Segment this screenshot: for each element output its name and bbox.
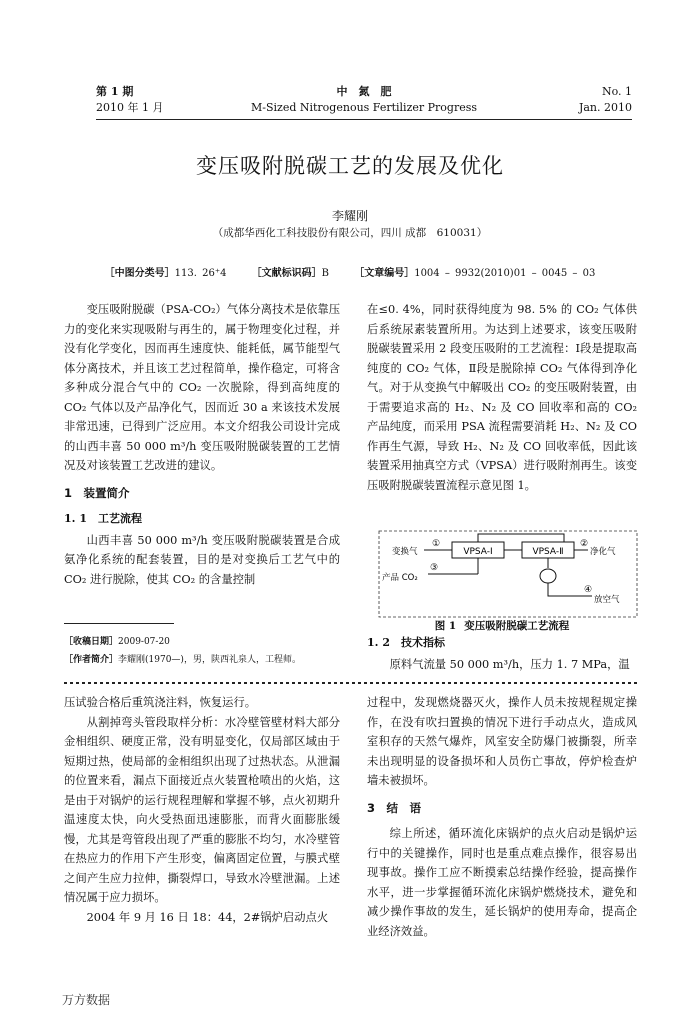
intro-paragraph: 变压吸附脱碳（PSA-CO₂）气体分离技术是依靠压力的变化来实现吸附与再生的，属于物理变化过程，并没有化学变化，因而再生速度快、能耗低，属节能型气体分离技术，并且该工艺过程简单，操作稳定，可将含多种成分混合气中的 CO₂ 一次脱除，得到高纯度的 CO₂ 气体以及产品净化气，因而近 30 a 来该技术发展非常迅速，已得到广泛应用。本文介绍我公司设计完成的山西丰喜 50 000 m³/h 变压吸附脱碳装置的工艺情况及对该装置工艺改进的建议。 (64, 303, 340, 472)
vpsa-1-label: VPSA-Ⅰ (463, 547, 493, 557)
lower-right-column (367, 693, 637, 941)
left-column (64, 300, 340, 589)
doc-code: ［文献标识码］B (251, 268, 330, 279)
vent-gas-label: 放空气 (594, 595, 620, 605)
footnote-rule (64, 623, 174, 624)
section-1-2 (367, 631, 637, 674)
stream-1-number: ① (432, 539, 441, 549)
vpsa-2-label: VPSA-Ⅱ (532, 547, 564, 557)
lower-left-para-1: 压试验合格后重筑浇注料，恢复运行。 (64, 696, 257, 709)
issue-number: 第 1 期 (96, 85, 134, 98)
received-date: ［收稿日期］2009-07-20 (64, 637, 170, 647)
journal-name-cn: 中 氮 肥 (336, 85, 392, 98)
cut-line-divider (64, 682, 637, 684)
issue-number-en: No. 1 (601, 85, 632, 98)
lower-right-para-1: 过程中，发现燃烧器灭火，操作人员未按规程规定操作，在没有吹扫置换的情况下进行手动点火，造成风室积存的天然气爆炸，风室安全防爆门被撕裂，所幸未出现明显的设备损坏和人员伤亡事故，停炉检查炉墙未被损坏。 (367, 696, 637, 787)
affiliation: （成都华西化工科技股份有限公司，四川 成都 610031） (212, 227, 488, 239)
figure-title: 变压吸附脱碳工艺流程 (464, 620, 570, 632)
issue-date-cn: 2010 年 1 月 (96, 101, 164, 114)
co2-product-label: 产品 CO₂ (382, 573, 418, 583)
section-1-2-paragraph: 原料气流量 50 000 m³/h，压力 1. 7 MPa，温 (389, 657, 630, 671)
issue-date-en: Jan. 2010 (578, 101, 632, 114)
author: 李耀刚 (331, 209, 368, 223)
process-flow-diagram (378, 530, 638, 618)
section-1-2-heading: 1. 2 技术指标 (367, 636, 445, 649)
conclusion-heading: 3 结 语 (367, 800, 422, 815)
process-paragraph: 在≤0. 4%，同时获得纯度为 98. 5% 的 CO₂ 气体供后系统尿素装置所用。为达到上述要求，该变压吸附脱碳装置采用 2 段变压吸附的工艺流程：Ⅰ段是提取高纯度的 CO₂ 气体，Ⅱ段是脱除掉 CO₂ 气体得到净化气。对于从变换气中解吸出 CO₂ 的变压吸附装置，由于需要追求高的 H₂、N₂ 及 CO 回收率和高的 CO₂ 产品纯度，而采用 PSA 流程需要消耗 H₂、N₂ 及 CO 作再生气源，导致 H₂、N₂ 及 CO 回收率低，因此该装置采用抽真空方式（VPSA）进行吸附剂再生。该变压吸附脱碳装置流程示意见图 1。 (367, 303, 637, 492)
stream-3-number: ③ (430, 563, 439, 573)
article-number: ［文章编号］1004 – 9932(2010)01 – 0045 – 03 (354, 268, 596, 279)
stream-4-number: ④ (584, 585, 593, 595)
classification-line (0, 264, 700, 279)
header-center (96, 84, 632, 116)
stream-2-number: ② (580, 539, 589, 549)
header-rule (96, 119, 632, 120)
lower-left-para-2: 从割掉弯头管段取样分析：水冷壁管壁材料大部分金相组织、硬度正常，没有明显变化，仅局部区域由于短期过热，使局部的金相组织出现了过热状态。从泄漏的位置来看，漏点下面接近点火装置枪喷出的火焰，这是由于对锅炉的运行规程理解和掌握不够，点火初期升温速度太快，向火受热面迅速膨胀，而背火面膨胀缓慢，尤其是弯管段出现了严重的膨胀不均匀，水冷壁管在热应力的作用下产生形变，偏离固定位置，与膜式壁之间产生应力拉伸，撕裂焊口，导致水冷壁泄漏。上述情况属于应力损坏。 (64, 715, 340, 904)
lower-left-para-3: 2004 年 9 月 16 日 18：44，2#锅炉启动点火 (86, 910, 329, 924)
recycle-line (478, 534, 564, 542)
section-1-heading: 1 装置简介 (64, 485, 130, 500)
conclusion-paragraph: 综上所述，循环流化床锅炉的点火启动是锅炉运行中的关键操作，同时也是重点难点操作，很容易出现事故。操作工应不断摸索总结操作经验，提高操作水平，进一步掌握循环流化床锅炉燃烧技术，避免和减少操作事故的发生，延长锅炉的使用寿命，提高企业经济效益。 (367, 827, 637, 938)
vacuum-pump (540, 569, 556, 583)
lower-left-column (64, 693, 340, 927)
clean-gas-label: 净化气 (590, 547, 616, 557)
article-title: 变压吸附脱碳工艺的发展及优化 (196, 154, 504, 178)
right-column (367, 300, 637, 495)
wanfang-watermark: 万方数据 (62, 993, 111, 1007)
header-right (579, 84, 632, 116)
section-1-1-heading: 1. 1 工艺流程 (64, 512, 142, 525)
clc-code: ［中图分类号］113. 26⁺4 (104, 268, 227, 279)
running-header (96, 84, 632, 118)
author-bio: ［作者简介］李耀刚(1970—)，男，陕西礼泉人，工程师。 (64, 655, 301, 665)
feed-gas-label: 变换气 (392, 547, 418, 557)
figure-number: 图 1 (434, 620, 457, 632)
section-1-1-paragraph: 山西丰喜 50 000 m³/h 变压吸附脱碳装置是合成氨净化系统的配套装置，目的是对变换后工艺气中的 CO₂ 进行脱除，使其 CO₂ 的含量控制 (64, 533, 340, 586)
journal-name-en: M-Sized Nitrogenous Fertilizer Progress (250, 101, 478, 114)
